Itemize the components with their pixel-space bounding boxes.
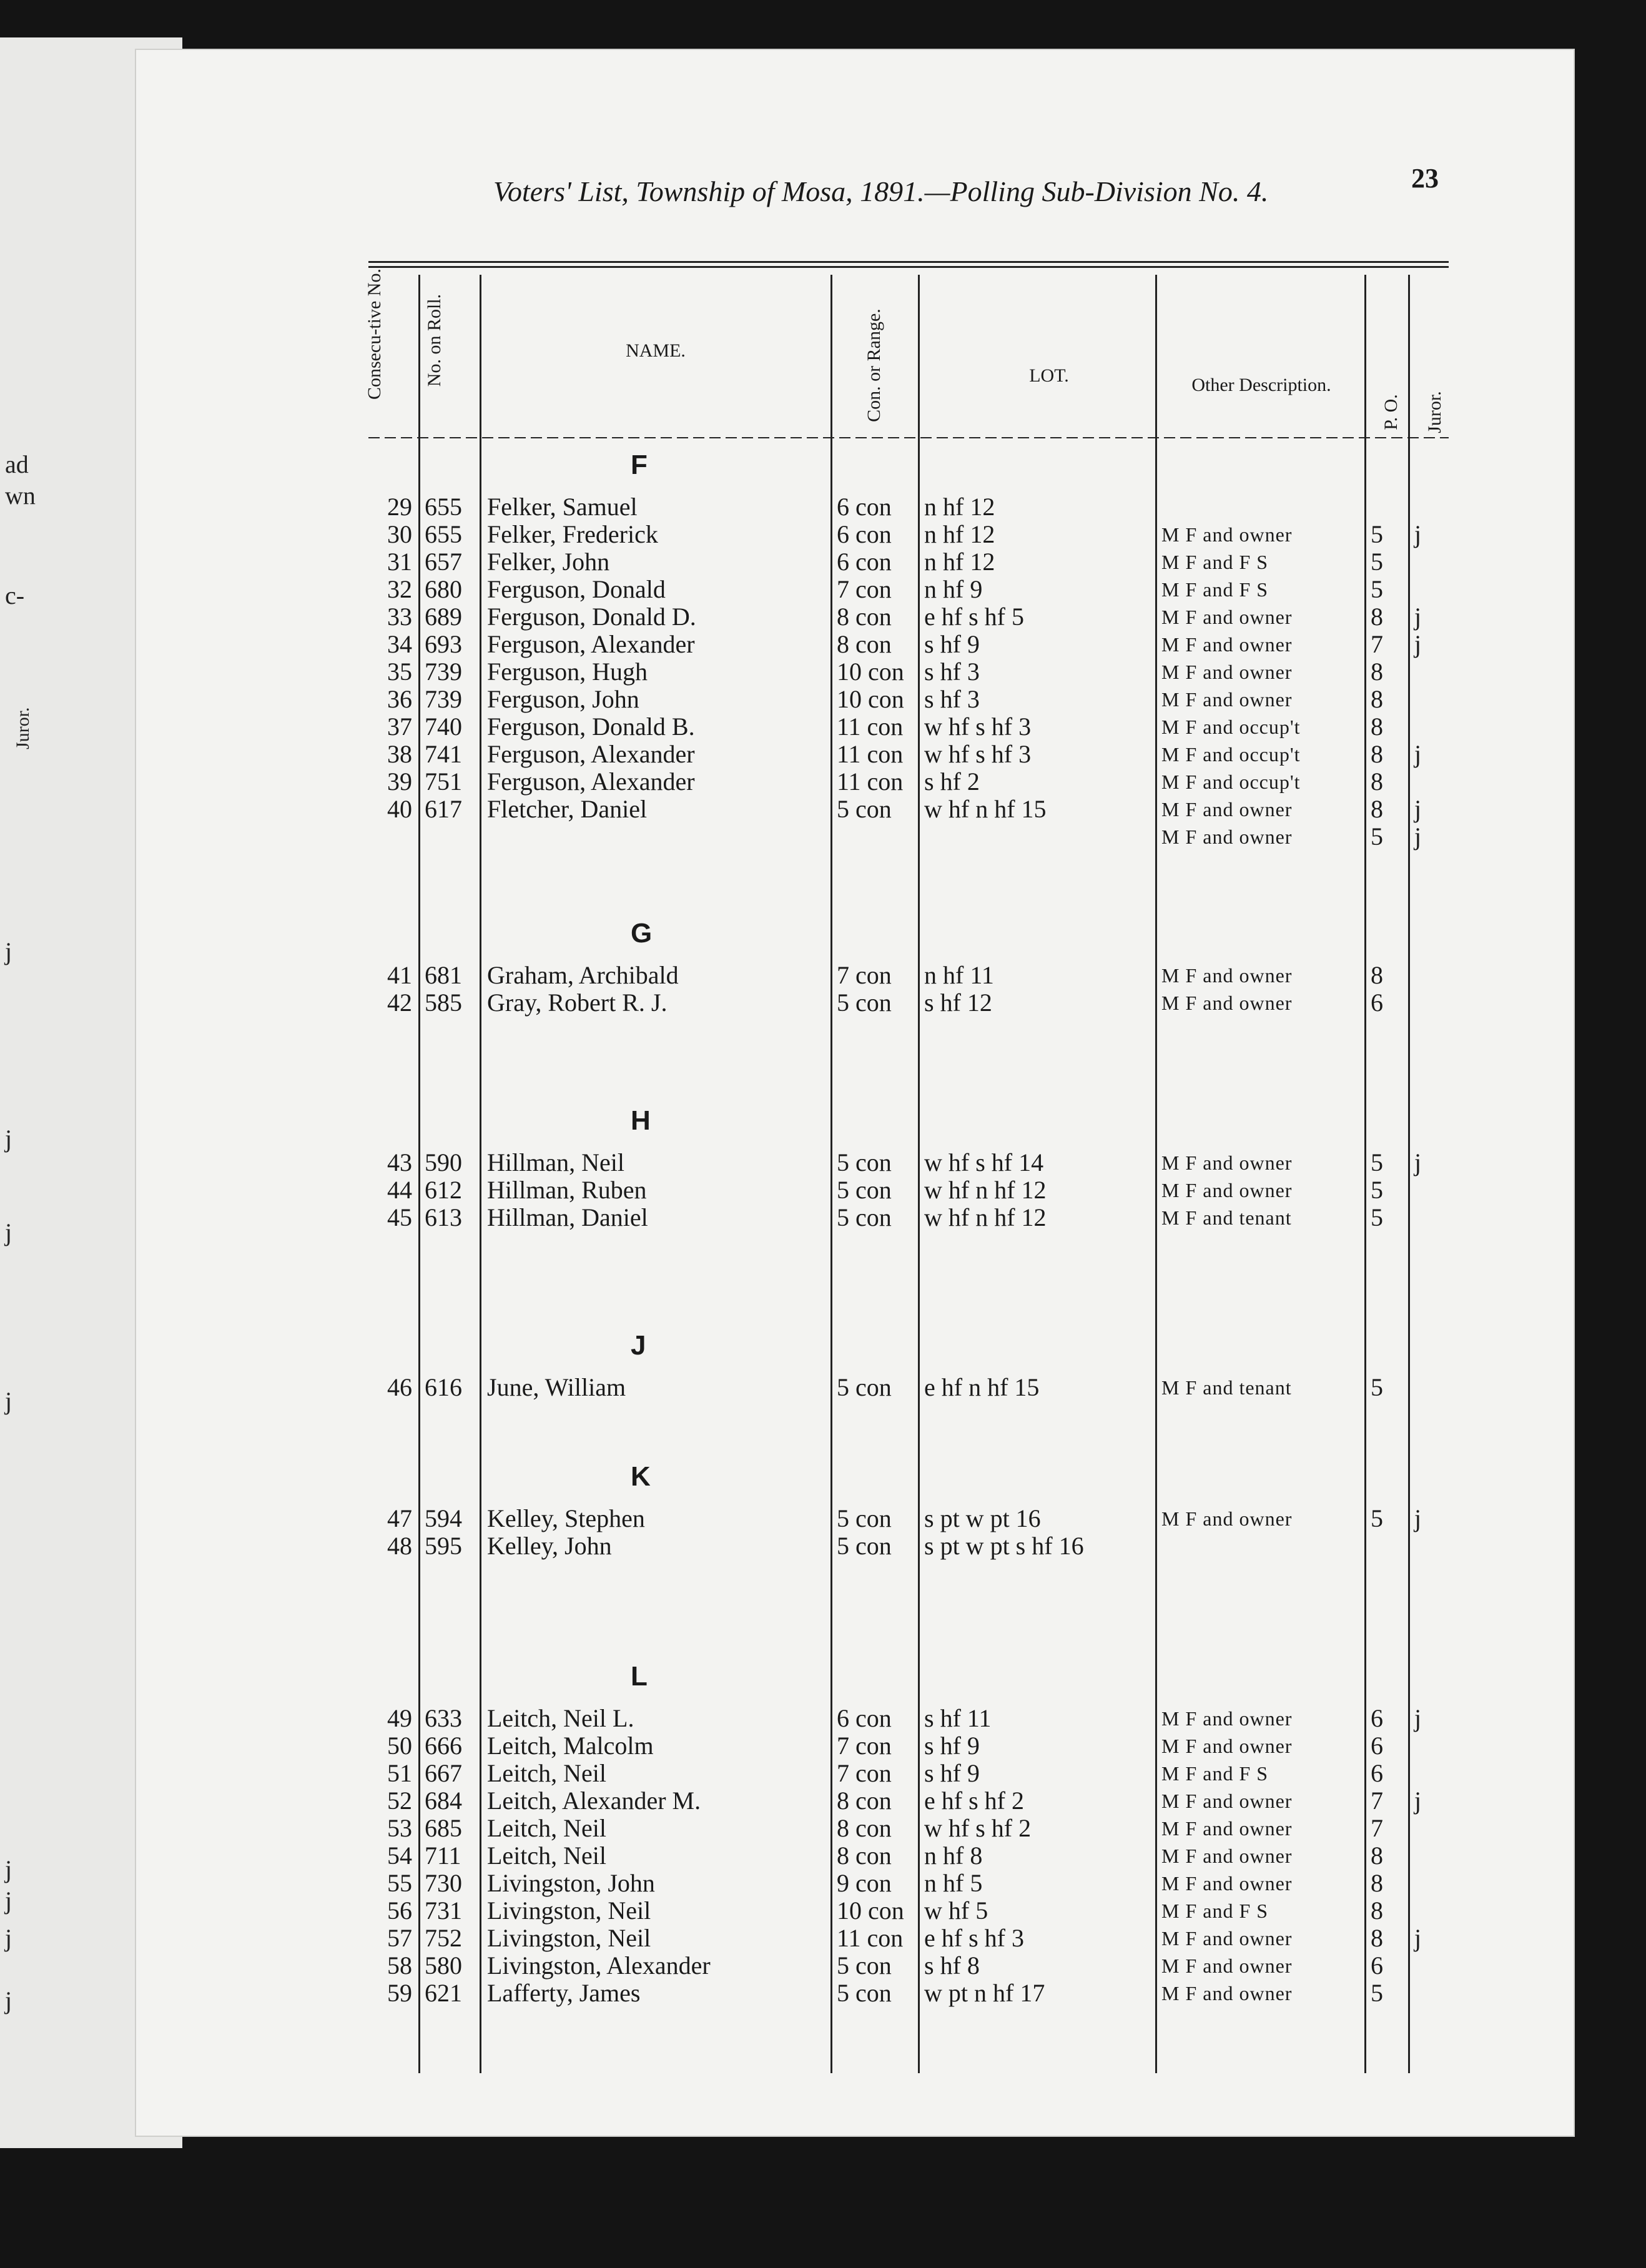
left-page-fragment: j: [5, 1924, 12, 1952]
table-row: [0, 1204, 1646, 1231]
table-row: [0, 713, 1646, 741]
con-cell: 6 con: [837, 548, 892, 576]
description-cell: M F and owner: [1161, 1927, 1293, 1950]
description-cell: M F and owner: [1161, 1151, 1293, 1174]
roll-cell: 633: [425, 1704, 462, 1732]
lot-cell: e hf s hf 2: [924, 1787, 1024, 1815]
con-cell: 5 con: [837, 795, 892, 823]
table-row: [0, 1815, 1646, 1842]
po-cell: 8: [1371, 961, 1383, 989]
name-cell: Livingston, Neil: [487, 1896, 651, 1925]
con-cell: 11 con: [837, 712, 904, 741]
table-row: [0, 521, 1646, 548]
po-cell: 8: [1371, 1869, 1383, 1897]
table-row: [0, 768, 1646, 796]
con-cell: 5 con: [837, 1504, 892, 1532]
lot-cell: e hf s hf 5: [924, 603, 1024, 631]
table-row: [0, 548, 1646, 576]
seq-cell: 40: [387, 795, 412, 823]
table-row: [0, 1176, 1646, 1204]
lot-cell: s hf 3: [924, 685, 980, 713]
name-cell: Kelley, John: [487, 1532, 612, 1560]
name-cell: Ferguson, Donald: [487, 575, 666, 603]
juror-cell: j: [1414, 1148, 1422, 1176]
description-cell: M F and F S: [1161, 1900, 1269, 1922]
seq-cell: 30: [387, 520, 412, 548]
name-cell: Hillman, Daniel: [487, 1203, 648, 1231]
col-head-po: P. O.: [1381, 394, 1401, 430]
section-letter: H: [631, 1105, 651, 1136]
seq-cell: 33: [387, 603, 412, 631]
con-cell: 11 con: [837, 1924, 904, 1952]
con-cell: 5 con: [837, 1148, 892, 1176]
po-cell: 6: [1371, 1732, 1383, 1760]
po-cell: 7: [1371, 630, 1383, 658]
name-cell: Hillman, Ruben: [487, 1176, 647, 1204]
con-cell: 6 con: [837, 1704, 892, 1732]
col-head-consecutive: Consecu-tive No.: [364, 269, 385, 400]
con-cell: 5 con: [837, 1532, 892, 1560]
lot-cell: w pt n hf 17: [924, 1979, 1045, 2007]
seq-cell: 56: [387, 1896, 412, 1925]
lot-cell: n hf 12: [924, 520, 995, 548]
description-cell: M F and owner: [1161, 964, 1293, 987]
seq-cell: 53: [387, 1814, 412, 1842]
roll-cell: 681: [425, 961, 462, 989]
roll-cell: 655: [425, 493, 462, 521]
name-cell: Ferguson, John: [487, 685, 639, 713]
description-cell: M F and owner: [1161, 1817, 1293, 1840]
lot-cell: w hf s hf 3: [924, 740, 1032, 768]
lot-cell: s hf 9: [924, 630, 980, 658]
po-cell: 5: [1371, 1979, 1383, 2007]
juror-cell: j: [1414, 1787, 1422, 1815]
lot-cell: w hf n hf 15: [924, 795, 1047, 823]
roll-cell: 752: [425, 1924, 462, 1952]
section-letter: F: [631, 450, 648, 480]
table-row: [0, 1705, 1646, 1732]
roll-cell: 580: [425, 1951, 462, 1980]
con-cell: 9 con: [837, 1869, 892, 1897]
column-header-rule: [368, 437, 1449, 438]
col-head-roll: No. on Roll.: [424, 293, 445, 387]
left-page-fragment: j: [5, 1125, 12, 1153]
po-cell: 5: [1371, 1176, 1383, 1204]
po-cell: 8: [1371, 740, 1383, 768]
con-cell: 7 con: [837, 961, 892, 989]
roll-cell: 685: [425, 1814, 462, 1842]
table-row: [0, 603, 1646, 631]
con-cell: 11 con: [837, 740, 904, 768]
con-cell: 6 con: [837, 493, 892, 521]
lot-cell: s hf 8: [924, 1951, 980, 1980]
roll-cell: 684: [425, 1787, 462, 1815]
po-cell: 6: [1371, 1759, 1383, 1787]
lot-cell: w hf s hf 14: [924, 1148, 1044, 1176]
table-row: [0, 741, 1646, 768]
po-cell: 8: [1371, 1924, 1383, 1952]
description-cell: M F and owner: [1161, 1735, 1293, 1757]
juror-cell: j: [1414, 603, 1422, 631]
table-row: [0, 1870, 1646, 1897]
description-cell: M F and owner: [1161, 1845, 1293, 1867]
roll-cell: 730: [425, 1869, 462, 1897]
description-cell: M F and owner: [1161, 1955, 1293, 1977]
lot-cell: s pt w pt 16: [924, 1504, 1041, 1532]
table-row: [0, 1897, 1646, 1925]
po-cell: 7: [1371, 1787, 1383, 1815]
con-cell: 7 con: [837, 1732, 892, 1760]
con-cell: 5 con: [837, 989, 892, 1017]
left-page-fragment: j: [5, 1855, 12, 1883]
table-row: [0, 686, 1646, 713]
lot-cell: s hf 3: [924, 658, 980, 686]
name-cell: Ferguson, Alexander: [487, 740, 695, 768]
juror-cell: j: [1414, 822, 1422, 850]
table-row: [0, 989, 1646, 1017]
name-cell: Ferguson, Donald B.: [487, 712, 695, 741]
roll-cell: 621: [425, 1979, 462, 2007]
name-cell: Kelley, Stephen: [487, 1504, 645, 1532]
con-cell: 8 con: [837, 630, 892, 658]
seq-cell: 29: [387, 493, 412, 521]
description-cell: M F and owner: [1161, 826, 1293, 848]
lot-cell: w hf n hf 12: [924, 1203, 1047, 1231]
roll-cell: 711: [425, 1842, 461, 1870]
con-cell: 8 con: [837, 1842, 892, 1870]
description-cell: M F and owner: [1161, 992, 1293, 1014]
roll-cell: 657: [425, 548, 462, 576]
table-row: [0, 823, 1646, 850]
lot-cell: w hf n hf 12: [924, 1176, 1047, 1204]
name-cell: Leitch, Neil: [487, 1759, 607, 1787]
roll-cell: 751: [425, 767, 462, 796]
name-cell: Felker, John: [487, 548, 610, 576]
lot-cell: s hf 11: [924, 1704, 992, 1732]
name-cell: Leitch, Malcolm: [487, 1732, 654, 1760]
lot-cell: n hf 12: [924, 493, 995, 521]
description-cell: M F and owner: [1161, 1790, 1293, 1812]
col-head-juror: Juror.: [1424, 391, 1445, 433]
left-page-fragment: c-: [5, 581, 25, 609]
name-cell: Livingston, Neil: [487, 1924, 651, 1952]
description-cell: M F and occup't: [1161, 743, 1301, 766]
lot-cell: n hf 8: [924, 1842, 983, 1870]
table-row: [0, 658, 1646, 686]
table-row: [0, 1732, 1646, 1760]
table-row: [0, 1374, 1646, 1401]
lot-cell: n hf 5: [924, 1869, 983, 1897]
description-cell: M F and owner: [1161, 798, 1293, 821]
con-cell: 5 con: [837, 1203, 892, 1231]
name-cell: Fletcher, Daniel: [487, 795, 648, 823]
lot-cell: s pt w pt s hf 16: [924, 1532, 1084, 1560]
col-head-other: Other Description.: [1191, 375, 1331, 395]
seq-cell: 31: [387, 548, 412, 576]
description-cell: M F and owner: [1161, 1507, 1293, 1530]
lot-cell: e hf n hf 15: [924, 1373, 1040, 1401]
seq-cell: 58: [387, 1951, 412, 1980]
lot-cell: w hf s hf 2: [924, 1814, 1032, 1842]
page-number: 23: [1411, 163, 1439, 194]
left-page-fragment: j: [5, 937, 12, 965]
section-letter: L: [631, 1661, 648, 1692]
col-head-name: NAME.: [626, 340, 686, 361]
name-cell: Ferguson, Alexander: [487, 767, 695, 796]
po-cell: 8: [1371, 658, 1383, 686]
table-row: [0, 1149, 1646, 1176]
table-row: [0, 631, 1646, 658]
po-cell: 5: [1371, 1203, 1383, 1231]
seq-cell: 46: [387, 1373, 412, 1401]
name-cell: Livingston, Alexander: [487, 1951, 711, 1980]
lot-cell: s hf 2: [924, 767, 980, 796]
left-page-fragment: wn: [5, 481, 36, 510]
roll-cell: 741: [425, 740, 462, 768]
juror-cell: j: [1414, 520, 1422, 548]
con-cell: 7 con: [837, 1759, 892, 1787]
con-cell: 7 con: [837, 575, 892, 603]
seq-cell: 38: [387, 740, 412, 768]
name-cell: Lafferty, James: [487, 1979, 641, 2007]
description-cell: M F and owner: [1161, 606, 1293, 628]
section-letter: K: [631, 1461, 651, 1492]
juror-cell: j: [1414, 1504, 1422, 1532]
name-cell: Ferguson, Donald D.: [487, 603, 696, 631]
lot-cell: e hf s hf 3: [924, 1924, 1024, 1952]
description-cell: M F and tenant: [1161, 1376, 1292, 1399]
section-letter: G: [631, 918, 653, 949]
name-cell: Livingston, John: [487, 1869, 655, 1897]
seq-cell: 54: [387, 1842, 412, 1870]
con-cell: 10 con: [837, 685, 904, 713]
po-cell: 5: [1371, 575, 1383, 603]
roll-cell: 667: [425, 1759, 462, 1787]
table-row: [0, 1842, 1646, 1870]
roll-cell: 680: [425, 575, 462, 603]
table-row: [0, 1952, 1646, 1980]
po-cell: 8: [1371, 1842, 1383, 1870]
seq-cell: 41: [387, 961, 412, 989]
lot-cell: w hf 5: [924, 1896, 988, 1925]
description-cell: M F and owner: [1161, 688, 1293, 711]
name-cell: Leitch, Alexander M.: [487, 1787, 701, 1815]
seq-cell: 52: [387, 1787, 412, 1815]
seq-cell: 51: [387, 1759, 412, 1787]
left-page-fragment: Juror.: [12, 707, 33, 749]
name-cell: Felker, Samuel: [487, 493, 638, 521]
roll-cell: 617: [425, 795, 462, 823]
po-cell: 8: [1371, 685, 1383, 713]
seq-cell: 34: [387, 630, 412, 658]
name-cell: Hillman, Neil: [487, 1148, 624, 1176]
table-row: [0, 493, 1646, 521]
seq-cell: 48: [387, 1532, 412, 1560]
po-cell: 8: [1371, 712, 1383, 741]
left-page-fragment: j: [5, 1986, 12, 2014]
description-cell: M F and owner: [1161, 523, 1293, 546]
table-row: [0, 576, 1646, 603]
description-cell: M F and F S: [1161, 551, 1269, 573]
seq-cell: 37: [387, 712, 412, 741]
description-cell: M F and occup't: [1161, 716, 1301, 738]
po-cell: 6: [1371, 989, 1383, 1017]
header-rule-top: [368, 261, 1449, 263]
section-letter: J: [631, 1330, 646, 1361]
roll-cell: 612: [425, 1176, 462, 1204]
lot-cell: w hf s hf 3: [924, 712, 1032, 741]
roll-cell: 590: [425, 1148, 462, 1176]
seq-cell: 47: [387, 1504, 412, 1532]
table-row: [0, 1980, 1646, 2007]
seq-cell: 36: [387, 685, 412, 713]
name-cell: Ferguson, Hugh: [487, 658, 648, 686]
roll-cell: 594: [425, 1504, 462, 1532]
seq-cell: 55: [387, 1869, 412, 1897]
page-header: [350, 162, 1439, 219]
table-row: [0, 1505, 1646, 1532]
description-cell: M F and owner: [1161, 1707, 1293, 1730]
description-cell: M F and F S: [1161, 1762, 1269, 1785]
lot-cell: s hf 9: [924, 1732, 980, 1760]
roll-cell: 655: [425, 520, 462, 548]
name-cell: June, William: [487, 1373, 626, 1401]
table-row: [0, 1925, 1646, 1952]
roll-cell: 689: [425, 603, 462, 631]
col-head-lot: LOT.: [1029, 365, 1069, 386]
name-cell: Ferguson, Alexander: [487, 630, 695, 658]
name-cell: Leitch, Neil: [487, 1814, 607, 1842]
con-cell: 5 con: [837, 1951, 892, 1980]
table-row: [0, 962, 1646, 989]
name-cell: Graham, Archibald: [487, 961, 679, 989]
seq-cell: 50: [387, 1732, 412, 1760]
name-cell: Felker, Frederick: [487, 520, 658, 548]
roll-cell: 613: [425, 1203, 462, 1231]
con-cell: 5 con: [837, 1979, 892, 2007]
left-page-fragment: j: [5, 1387, 12, 1415]
con-cell: 10 con: [837, 1896, 904, 1925]
description-cell: M F and owner: [1161, 1872, 1293, 1895]
con-cell: 8 con: [837, 1814, 892, 1842]
name-cell: Leitch, Neil: [487, 1842, 607, 1870]
seq-cell: 44: [387, 1176, 412, 1204]
seq-cell: 59: [387, 1979, 412, 2007]
roll-cell: 739: [425, 685, 462, 713]
juror-cell: j: [1414, 740, 1422, 768]
description-cell: M F and F S: [1161, 578, 1269, 601]
po-cell: 8: [1371, 603, 1383, 631]
po-cell: 6: [1371, 1704, 1383, 1732]
juror-cell: j: [1414, 630, 1422, 658]
roll-cell: 585: [425, 989, 462, 1017]
po-cell: 7: [1371, 1814, 1383, 1842]
left-page-fragment: ad: [5, 450, 29, 478]
juror-cell: j: [1414, 795, 1422, 823]
roll-cell: 616: [425, 1373, 462, 1401]
roll-cell: 739: [425, 658, 462, 686]
seq-cell: 57: [387, 1924, 412, 1952]
con-cell: 8 con: [837, 603, 892, 631]
po-cell: 8: [1371, 795, 1383, 823]
po-cell: 5: [1371, 1504, 1383, 1532]
po-cell: 5: [1371, 520, 1383, 548]
header-rule-second: [368, 266, 1449, 268]
juror-cell: j: [1414, 1704, 1422, 1732]
con-cell: 5 con: [837, 1373, 892, 1401]
roll-cell: 666: [425, 1732, 462, 1760]
lot-cell: n hf 9: [924, 575, 983, 603]
po-cell: 5: [1371, 822, 1383, 850]
seq-cell: 35: [387, 658, 412, 686]
seq-cell: 39: [387, 767, 412, 796]
seq-cell: 32: [387, 575, 412, 603]
po-cell: 8: [1371, 1896, 1383, 1925]
seq-cell: 45: [387, 1203, 412, 1231]
table-row: [0, 1760, 1646, 1787]
roll-cell: 595: [425, 1532, 462, 1560]
lot-cell: s hf 9: [924, 1759, 980, 1787]
description-cell: M F and owner: [1161, 633, 1293, 656]
name-cell: Leitch, Neil L.: [487, 1704, 634, 1732]
roll-cell: 693: [425, 630, 462, 658]
description-cell: M F and owner: [1161, 661, 1293, 683]
lot-cell: s hf 12: [924, 989, 992, 1017]
seq-cell: 43: [387, 1148, 412, 1176]
po-cell: 6: [1371, 1951, 1383, 1980]
con-cell: 10 con: [837, 658, 904, 686]
left-page-fragment: j: [5, 1218, 12, 1246]
seq-cell: 42: [387, 989, 412, 1017]
seq-cell: 49: [387, 1704, 412, 1732]
juror-cell: j: [1414, 1924, 1422, 1952]
po-cell: 5: [1371, 1148, 1383, 1176]
con-cell: 6 con: [837, 520, 892, 548]
po-cell: 8: [1371, 767, 1383, 796]
col-head-con: Con. or Range.: [864, 308, 884, 422]
con-cell: 5 con: [837, 1176, 892, 1204]
roll-cell: 731: [425, 1896, 462, 1925]
description-cell: M F and occup't: [1161, 771, 1301, 793]
page-title: Voters' List, Township of Mosa, 1891.—Polling Sub-Division No. 4.: [493, 175, 1269, 207]
description-cell: M F and owner: [1161, 1982, 1293, 2004]
lot-cell: n hf 12: [924, 548, 995, 576]
roll-cell: 740: [425, 712, 462, 741]
name-cell: Gray, Robert R. J.: [487, 989, 668, 1017]
description-cell: M F and tenant: [1161, 1206, 1292, 1229]
po-cell: 5: [1371, 1373, 1383, 1401]
lot-cell: n hf 11: [924, 961, 994, 989]
table-row: [0, 1532, 1646, 1560]
left-page-fragment: j: [5, 1886, 12, 1915]
table-row: [0, 796, 1646, 823]
description-cell: M F and owner: [1161, 1179, 1293, 1201]
table-row: [0, 1787, 1646, 1815]
con-cell: 11 con: [837, 767, 904, 796]
po-cell: 5: [1371, 548, 1383, 576]
con-cell: 8 con: [837, 1787, 892, 1815]
